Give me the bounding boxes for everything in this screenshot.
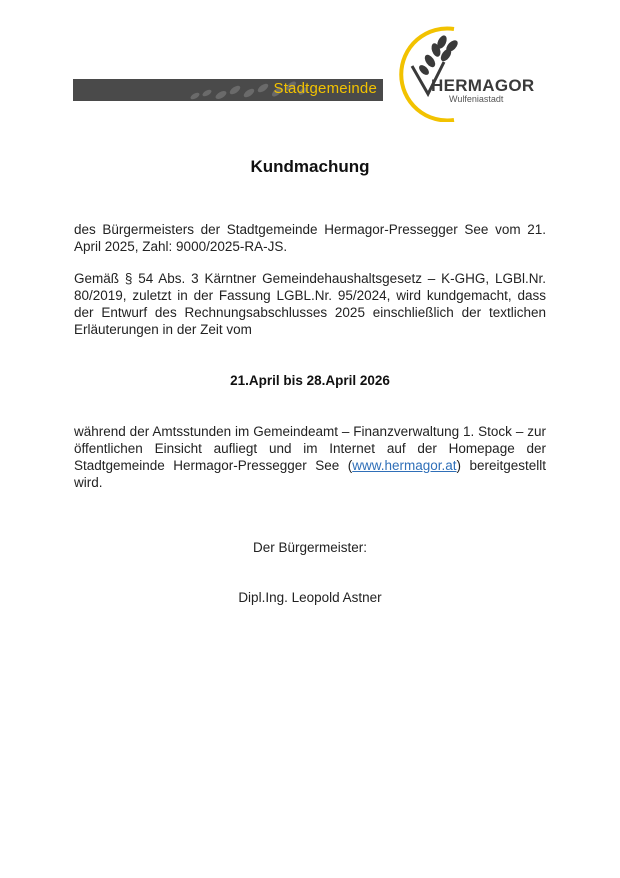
wheat-logo-icon (384, 26, 534, 122)
body-paragraph: Gemäß § 54 Abs. 3 Kärntner Gemeindehaushaltsgesetz – K-GHG, LGBl.Nr. 80/2019, zuletzt in der Fassung LGBL.Nr. 95/2024, wird kundgemacht, dass der Entwurf des Rechnungsabschlusses 2025 einschließlich der textlichen Erläuterungen in der Zeit vom (74, 271, 546, 337)
logo-subtitle: Wulfeniastadt (449, 94, 504, 104)
date-range: 21.April bis 28.April 2026 (230, 373, 390, 388)
banner-text: Stadtgemeinde (273, 80, 377, 97)
homepage-link[interactable]: www.hermagor.at (352, 458, 457, 473)
logo-title: HERMAGOR (431, 76, 535, 95)
stadtgemeinde-banner (73, 79, 383, 101)
closing-paragraph (74, 423, 546, 491)
intro-paragraph: des Bürgermeisters der Stadtgemeinde Hermagor-Pressegger See vom 21. April 2025, Zahl: 9000/2025-RA-JS. (74, 222, 546, 254)
signature-label: Der Bürgermeister: (252, 540, 368, 555)
signature-name: Dipl.Ing. Leopold Astner (238, 590, 382, 605)
closing-text-after: ) bereitgestellt wird. (74, 458, 546, 490)
closing-text-before: während der Amtsstunden im Gemeindeamt – Finanzverwaltung 1. Stock – zur öffentlichen Einsicht aufliegt und im Internet auf der Homepage der Stadtgemeinde Hermagor-Pressegger See ( (74, 424, 546, 473)
document-title: Kundmachung (250, 157, 370, 176)
letterhead (0, 0, 620, 130)
